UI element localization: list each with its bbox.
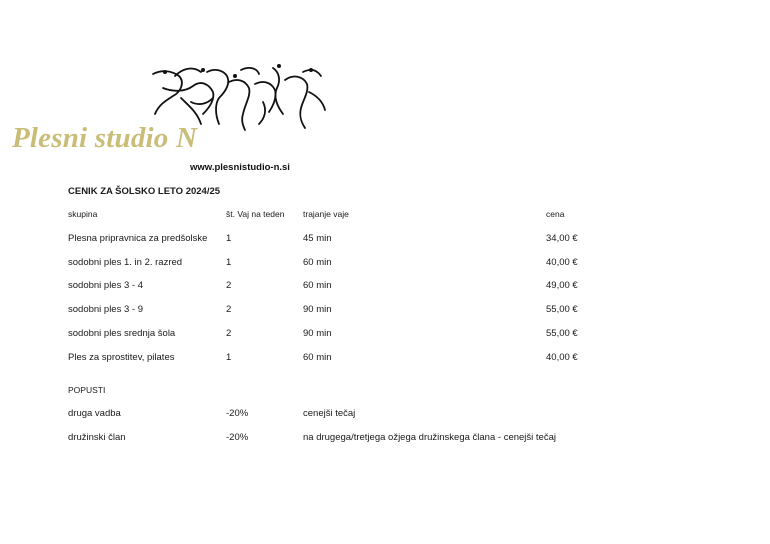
table-row-price: 40,00 € bbox=[546, 257, 578, 268]
table-row-duration: 90 min bbox=[303, 328, 332, 339]
table-row-price: 34,00 € bbox=[546, 233, 578, 244]
discount-percent: -20% bbox=[226, 432, 249, 443]
table-row-group: Plesna pripravnica za predšolske bbox=[68, 233, 208, 244]
column-header-sessions: št. Vaj na teden bbox=[226, 209, 285, 219]
table-row-sessions: 1 bbox=[226, 352, 232, 363]
discount-description: cenejši tečaj bbox=[303, 408, 356, 419]
table-row-duration: 45 min bbox=[303, 233, 332, 244]
page-title: CENIK ZA ŠOLSKO LETO 2024/25 bbox=[68, 186, 221, 197]
discount-description: na drugega/tretjega ožjega družinskega člana - cenejši tečaj bbox=[303, 432, 556, 443]
column-header-duration: trajanje vaje bbox=[303, 209, 349, 219]
discount-label: družinski član bbox=[68, 432, 126, 443]
table-row-price: 55,00 € bbox=[546, 328, 578, 339]
table-row-price: 55,00 € bbox=[546, 304, 578, 315]
table-row-group: Ples za sprostitev, pilates bbox=[68, 352, 175, 363]
table-row-price: 49,00 € bbox=[546, 280, 578, 291]
discounts-heading: POPUSTI bbox=[68, 385, 106, 395]
table-row-sessions: 1 bbox=[226, 233, 232, 244]
column-header-group: skupina bbox=[68, 209, 98, 219]
column-header-price: cena bbox=[546, 209, 565, 219]
logo-studio-name: Plesni studio N bbox=[12, 122, 198, 154]
table-row-price: 40,00 € bbox=[546, 352, 578, 363]
table-row-group: sodobni ples 3 - 9 bbox=[68, 304, 143, 315]
table-row-group: sodobni ples srednja šola bbox=[68, 328, 176, 339]
table-row-duration: 60 min bbox=[303, 280, 332, 291]
table-row-sessions: 2 bbox=[226, 328, 232, 339]
table-row-sessions: 2 bbox=[226, 280, 232, 291]
table-row-group: sodobni ples 3 - 4 bbox=[68, 280, 143, 291]
logo-website-url: www.plesnistudio-n.si bbox=[190, 162, 290, 173]
table-row-duration: 60 min bbox=[303, 257, 332, 268]
table-row-sessions: 2 bbox=[226, 304, 232, 315]
table-row-duration: 90 min bbox=[303, 304, 332, 315]
table-row-group: sodobni ples 1. in 2. razred bbox=[68, 257, 183, 268]
discount-percent: -20% bbox=[226, 408, 249, 419]
discount-label: druga vadba bbox=[68, 408, 121, 419]
table-row-sessions: 1 bbox=[226, 257, 232, 268]
table-row-duration: 60 min bbox=[303, 352, 332, 363]
